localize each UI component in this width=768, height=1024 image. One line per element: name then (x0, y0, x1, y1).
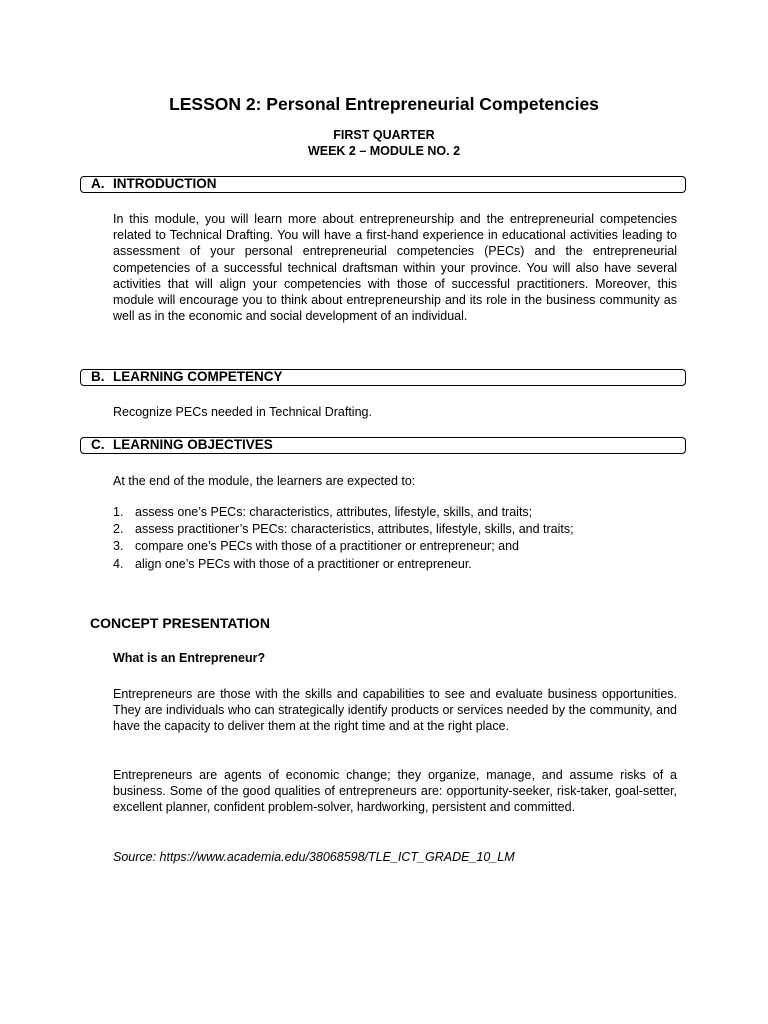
list-item-number: 2. (113, 522, 124, 537)
list-item-text: assess one’s PECs: characteristics, attributes, lifestyle, skills, and traits; (135, 505, 533, 519)
concept-presentation-heading: CONCEPT PRESENTATION (90, 615, 270, 631)
list-item-number: 4. (113, 556, 124, 571)
list-item-text: align one’s PECs with those of a practitioner or entrepreneur. (135, 556, 472, 571)
list-item (113, 521, 677, 538)
introduction-paragraph: In this module, you will learn more about entrepreneurship and the entrepreneurial competencies related to Technical Drafting. You will have a first-hand experience in educational activities leading to assessment of your personal entrepreneurial competencies (PECs) and the entrepreneurial competencies of a successful technical draftsman within your province. You will also have several activities that will align your competencies with those of successful practitioners. Moreover, this module will encourage you to think about entrepreneurship and its role in the business community as well as in the economic and social development of an individual. (113, 212, 677, 324)
section-letter: A. (91, 176, 105, 191)
list-item-number: 3. (113, 539, 124, 554)
section-header-learning-objectives (80, 437, 686, 454)
learning-competency-paragraph: Recognize PECs needed in Technical Drafting. (113, 405, 372, 419)
list-item (113, 504, 677, 521)
entrepreneur-subheading: What is an Entrepreneur? (113, 651, 266, 665)
section-title: INTRODUCTION (113, 176, 217, 191)
section-header-learning-competency (80, 369, 686, 386)
concept-paragraph-2: Entrepreneurs are agents of economic change; they organize, manage, and assume risks of a business. Some of the good qualities of entrepreneurs are: opportunity-seeker, risk-taker, goal-setter, excellent planner, confident problem-solver, hardworking, persistent and committed. (113, 768, 677, 815)
section-title: LEARNING COMPETENCY (113, 369, 283, 384)
concept-paragraph-1: Entrepreneurs are those with the skills and capabilities to see and evaluate business opportunities. They are individuals who can strategically identify products or services needed by the community, and have the capacity to deliver them at the right time and at the right place. (113, 687, 677, 734)
lesson-title: LESSON 2: Personal Entrepreneurial Competencies (169, 94, 599, 114)
objectives-intro-paragraph: At the end of the module, the learners are expected to: (113, 474, 416, 488)
list-item (113, 556, 677, 573)
section-title: LEARNING OBJECTIVES (113, 437, 273, 452)
section-letter: B. (91, 369, 105, 384)
week-module-label: WEEK 2 – MODULE NO. 2 (307, 144, 461, 158)
quarter-label: FIRST QUARTER (333, 128, 435, 142)
source-citation: Source: https://www.academia.edu/38068598/TLE_ICT_GRADE_10_LM (113, 850, 515, 864)
list-item-text: assess practitioner’s PECs: characteristics, attributes, lifestyle, skills, and traits; (135, 522, 574, 537)
section-letter: C. (91, 437, 105, 452)
objectives-list (113, 504, 677, 573)
list-item (113, 538, 677, 555)
section-header-introduction (80, 176, 686, 193)
list-item-text: compare one’s PECs with those of a practitioner or entrepreneur; and (135, 539, 520, 554)
list-item-number: 1. (113, 505, 124, 519)
